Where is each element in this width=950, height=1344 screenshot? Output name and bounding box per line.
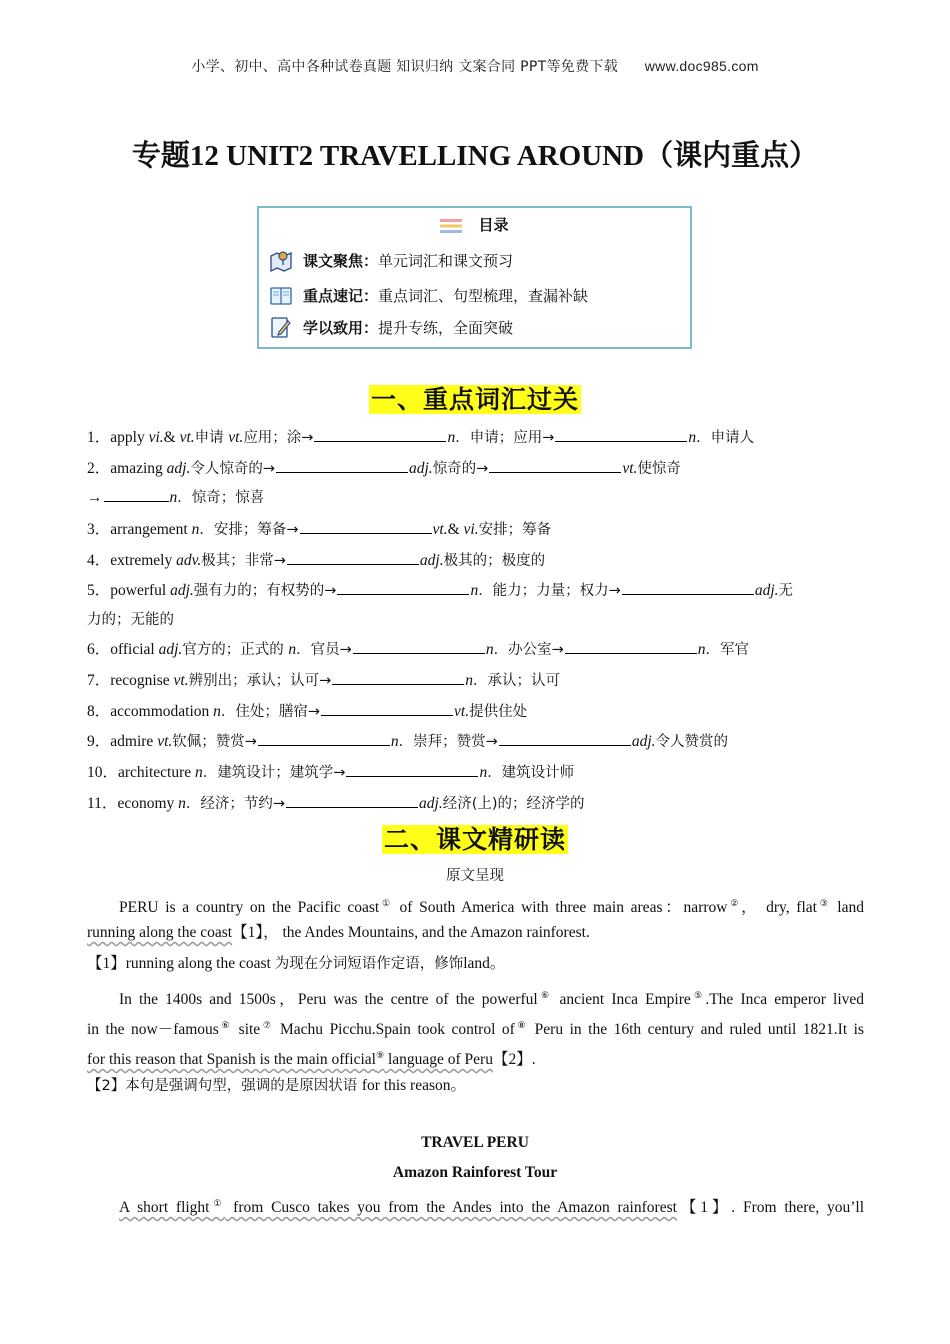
answer-blank[interactable] bbox=[353, 639, 485, 654]
page-title: 专题12 UNIT2 TRAVELLING AROUND（课内重点） bbox=[131, 140, 819, 172]
answer-blank[interactable] bbox=[258, 731, 390, 746]
toc-row-focus[interactable]: 课文聚焦：单元词汇和课文预习 bbox=[269, 248, 513, 276]
passage-paragraph-1-cont: running along the coast【1】， the Andes Mountains, and the Amazon rainforest. bbox=[87, 924, 590, 941]
section-heading-text-study: 二、课文精研读 bbox=[383, 825, 566, 854]
top-banner bbox=[0, 56, 950, 76]
answer-blank[interactable] bbox=[565, 639, 697, 654]
vocab-item-7: 7．recognise vt.辨别出；承认；认可→ n．承认；认可 bbox=[87, 672, 560, 689]
vocab-item-2: 2．amazing adj.令人惊奇的→ adj.惊奇的→ vt.使惊奇 bbox=[87, 460, 681, 477]
answer-blank[interactable] bbox=[321, 701, 453, 716]
answer-blank[interactable] bbox=[332, 670, 464, 685]
note-2: 【2】本句是强调句型，强调的是原因状语 for this reason。 bbox=[87, 1077, 467, 1094]
vocab-item-6: 6．official adj.官方的；正式的 n．官员→ n．办公室→ n．军官 bbox=[87, 641, 749, 658]
answer-blank[interactable] bbox=[286, 793, 418, 808]
vocab-item-4: 4．extremely adv.极其；非常→ adj.极其的；极度的 bbox=[87, 552, 546, 569]
passage-paragraph-2: In the 1400s and 1500s，Peru was the centre of the powerful⑥ ancient Inca Empire⑤.The Inca emperor lived bbox=[119, 990, 865, 1009]
answer-blank[interactable] bbox=[489, 458, 621, 473]
toc-heading-text: 目录 bbox=[478, 216, 509, 234]
original-heading: 原文呈现 bbox=[446, 868, 504, 884]
tour-title: Amazon Rainforest Tour bbox=[392, 1164, 558, 1181]
vocab-item-2-cont: → n．惊奇；惊喜 bbox=[87, 489, 265, 506]
travel-title: TRAVEL PERU bbox=[421, 1134, 529, 1151]
answer-blank[interactable] bbox=[314, 427, 446, 442]
vocab-item-9: 9．admire vt.钦佩；赞赏→ n．崇拜；赞赏→ adj.令人赞赏的 bbox=[87, 733, 728, 750]
answer-blank[interactable] bbox=[555, 427, 687, 442]
toc-heading bbox=[259, 214, 690, 238]
answer-blank[interactable] bbox=[499, 731, 631, 746]
answer-blank[interactable] bbox=[346, 762, 478, 777]
toc-row-notes[interactable]: 重点速记：重点词汇、句型梳理，查漏补缺 bbox=[269, 285, 588, 311]
passage-paragraph-2-line3: for this reason that Spanish is the main official⑨ language of Peru【2】. bbox=[87, 1050, 536, 1069]
vocab-item-3: 3．arrangement n．安排；筹备→ vt.& vi.安排；筹备 bbox=[87, 521, 552, 538]
answer-blank[interactable] bbox=[276, 458, 408, 473]
vocab-item-5: 5．powerful adj.强有力的；有权势的→ n．能力；力量；权力→ adj.无 bbox=[87, 582, 794, 599]
passage-paragraph-1: PERU is a country on the Pacific coast① of South America with three main areas：narrow②， dry, flat③ land bbox=[119, 898, 864, 917]
passage-paragraph-3: A short flight① from Cusco takes you from the Andes into the Amazon rainforest【1】. From there, you’ll bbox=[119, 1198, 865, 1217]
map-pin-icon bbox=[269, 248, 293, 276]
vocab-item-5-cont: 力的；无能的 bbox=[87, 612, 174, 628]
banner-text: 小学、初中、高中各种试卷真题 知识归纳 文案合同 PPT等免费下载 bbox=[191, 59, 618, 75]
answer-blank[interactable] bbox=[104, 487, 169, 502]
vocab-item-10: 10．architecture n．建筑设计；建筑学→ n．建筑设计师 bbox=[87, 764, 575, 781]
answer-blank[interactable] bbox=[337, 580, 469, 595]
edit-note-icon bbox=[269, 315, 293, 343]
section-heading-vocab: 一、重点词汇过关 bbox=[370, 385, 579, 414]
list-icon bbox=[440, 218, 462, 238]
book-icon bbox=[269, 285, 293, 311]
answer-blank[interactable] bbox=[287, 550, 419, 565]
answer-blank[interactable] bbox=[300, 519, 432, 534]
note-1: 【1】running along the coast 为现在分词短语作定语，修饰land。 bbox=[87, 955, 506, 972]
vocab-item-1: 1．apply vi.& vt.申请 vt.应用；涂→ n．申请；应用→ n．申请人 bbox=[87, 429, 755, 446]
table-of-contents bbox=[257, 206, 692, 349]
answer-blank[interactable] bbox=[622, 580, 754, 595]
banner-url[interactable]: www.doc985.com bbox=[644, 58, 759, 74]
vocab-item-8: 8．accommodation n．住处；膳宿→ vt.提供住处 bbox=[87, 703, 528, 720]
passage-paragraph-2-line2: in the now－famous⑥ site⑦ Machu Picchu.Spain took control of⑧ Peru in the 16th century and ruled until 1821.It is bbox=[87, 1020, 864, 1039]
toc-row-practice[interactable]: 学以致用：提升专练，全面突破 bbox=[269, 315, 513, 343]
vocab-item-11: 11．economy n．经济；节约→ adj.经济(上)的；经济学的 bbox=[87, 795, 585, 812]
